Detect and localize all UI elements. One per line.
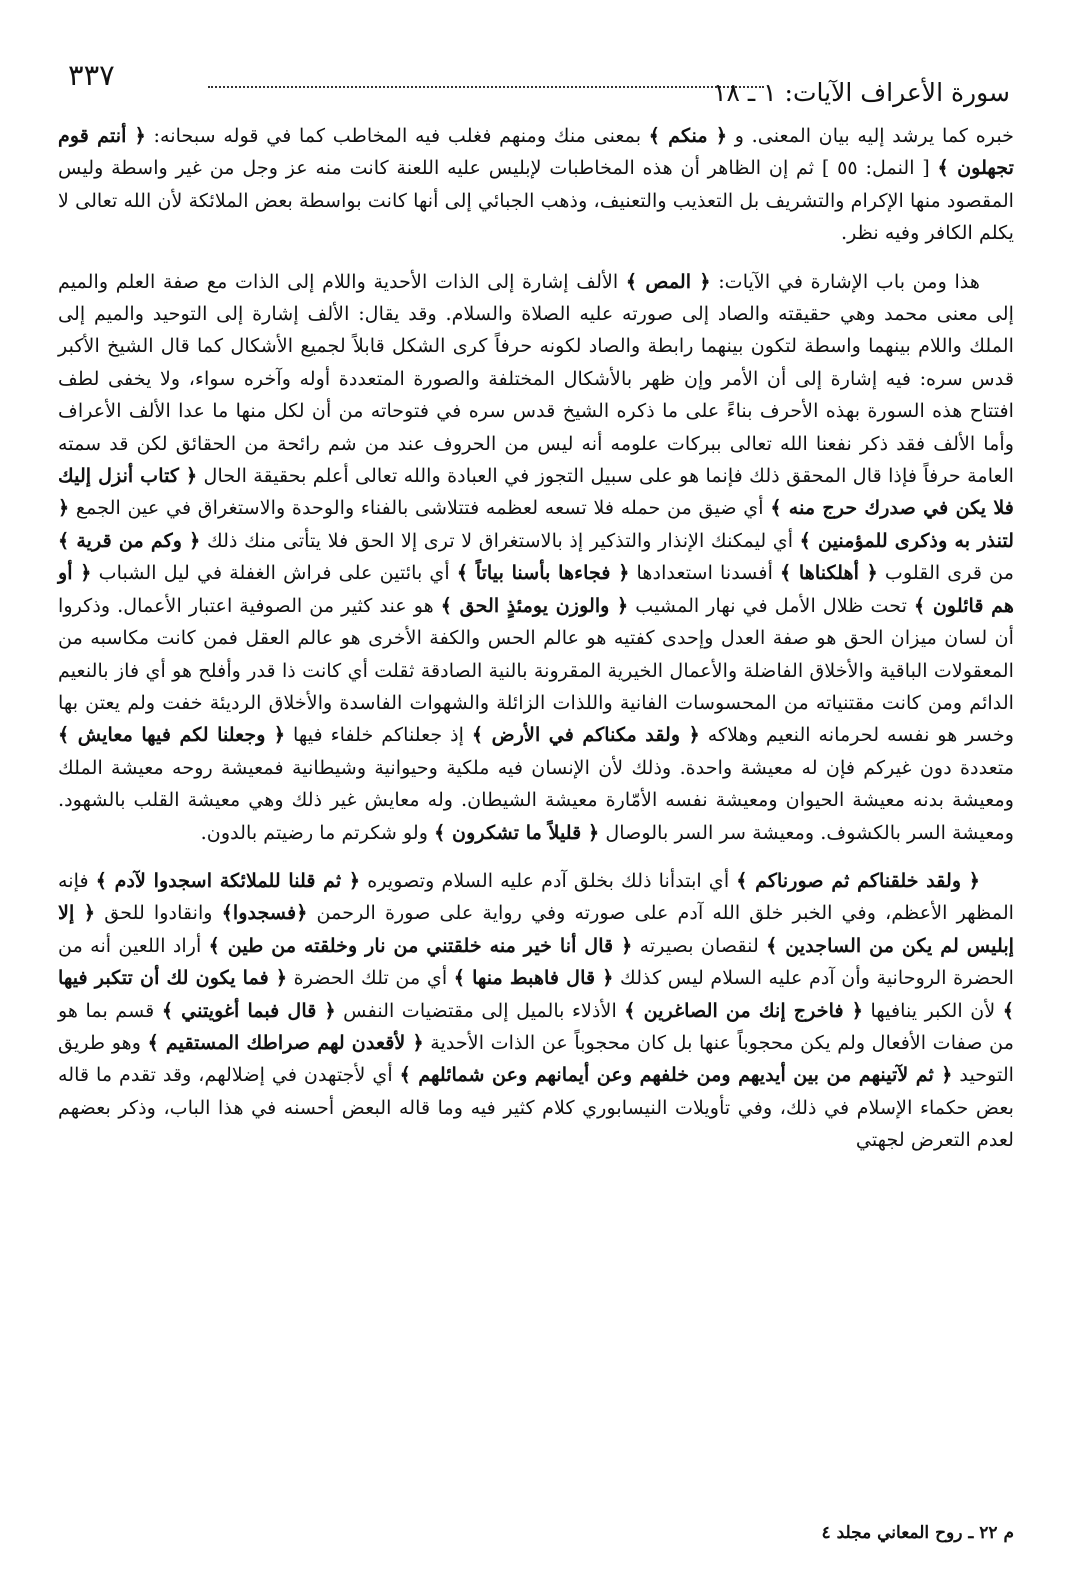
quran-quote: ﴿ إلا إبليس لم يكن من الساجدين ﴾ (58, 901, 1014, 957)
quran-quote: ﴿ ولقد خلقناكم ثم صورناكم ﴾ (736, 868, 980, 892)
paragraph (58, 266, 1014, 849)
quran-quote: ﴿ أو هم قائلون ﴾ (58, 561, 1015, 617)
quran-quote: ﴿فسجدوا﴾ (221, 901, 308, 925)
text-run: لنقصان بصيرته (632, 933, 767, 957)
paragraph (58, 120, 1014, 250)
text-run: ولو شكرتم ما رضيتم بالدون. (200, 820, 435, 844)
text-run: وانقادوا للحق (95, 901, 222, 925)
text-run: متعددة دون غيركم فإن له معيشة واحدة. وذلك لأن الإنسان فيه ملكية وحيوانية وشيطانية فمعيشة روحه معيشة الملك ومعيشة بدنه معيشة الحيوان ومعيشة نفسه الأمّارة معيشة الشيطان. وله معايش غير ذلك وهي معيشة القلب بالشهود. ومعيشة السر بالكشوف. ومعيشة سر السر بالوصال (58, 755, 1014, 844)
quran-quote: ﴿ كتاب أنزل إليك فلا يكن في صدرك حرج منه ﴾ (58, 464, 1014, 520)
quran-quote: ﴿ قال فاهبط منها ﴾ (453, 966, 614, 990)
quran-quote: ﴿ منكم ﴾ (648, 124, 728, 147)
text-run: أي ابتدأنا ذلك بخلق آدم عليه السلام وتصويره (360, 868, 737, 892)
text-run: لأن الكبر ينافيها (862, 998, 1003, 1022)
text-run: أراد اللعين أنه من الحضرة الروحانية وأن آدم عليه السلام ليس كذلك (58, 933, 1014, 990)
page-footer-signature: م ٢٢ ـ روح المعاني مجلد ٤ (821, 1523, 1014, 1543)
text-run: تحت ظلال الأمل في نهار المشيب (628, 593, 915, 617)
quran-quote: ﴿ فجاءها بأسنا بياتاً ﴾ (456, 561, 630, 585)
text-run: هذا ومن باب الإشارة في الآيات: (710, 269, 980, 293)
paragraph (58, 865, 1014, 1157)
quran-quote: ﴿ قال فبما أغويتني ﴾ (161, 998, 336, 1022)
quran-quote: ﴿ لتنذر به وذكرى للمؤمنين ﴾ (58, 496, 1014, 552)
quran-quote: ﴿ فاخرج إنك من الصاغرين ﴾ (624, 998, 863, 1022)
text-run: بمعنى منك ومنهم فغلب فيه المخاطب كما في قوله سبحانه: (145, 124, 649, 147)
page-body (58, 120, 1014, 1157)
quran-quote: ﴿ فما يكون لك أن تتكبر فيها ﴾ (58, 966, 1014, 1022)
text-run: هو عند كثير من الصوفية اعتبار الأعمال. وذكروا أن لسان ميزان الحق هو صفة العدل وإحدى كفتيه هو عالم الحس والكفة الأخرى هو عالم العقل فمن كانت مكاسبه من المعقولات الباقية والأخلاق الفاضلة والأعمال الخيرية المقرونة بالنية الصادقة ثقلت أي كانت ذا قدر وأفلح هو أي فاز بالنعيم الدائم ومن كانت مقتنياته من المحسوسات الفانية واللذات الزائلة والشهوات الفاسدة والأخلاق الرديئة خفت ولم يعتن بها وخسر هو نفسه لحرمانه النعيم وهلاكه (58, 593, 1015, 747)
quran-quote: ﴿ ثم قلنا للملائكة اسجدوا لآدم ﴾ (95, 868, 361, 892)
text-run: أفسدنا استعدادها (629, 561, 780, 585)
text-run: الأذلاء بالميل إلى مقتضيات النفس (335, 998, 625, 1022)
quran-quote: ﴿ لأقعدن لهم صراطك المستقيم ﴾ (147, 1030, 424, 1054)
text-run: أي لأجتهدن في إضلالهم، وقد تقدم ما قاله بعض حكماء الإسلام في ذلك، وفي تأويلات النيسابوري كلام كثير فيه وما قاله البعض أحسنه في هذا الباب، وذكر بعضهم لعدم التعرض لجهتي (58, 1063, 1014, 1152)
text-run: وهو طريق التوحيد (58, 1030, 1014, 1087)
quran-quote: ﴿ وجعلنا لكم فيها معايش ﴾ (58, 723, 286, 747)
text-run: أي ليمكنك الإنذار والتذكير إذ بالاستغراق لا ترى إلا الحق فلا يتأتى منك ذلك (200, 528, 800, 552)
quran-quote: ﴿ وكم من قرية ﴾ (58, 528, 201, 552)
header-leader-dots (208, 86, 764, 88)
quran-quote: ﴿ قليلاً ما تشكرون ﴾ (434, 820, 600, 844)
quran-quote: ﴿ ثم لآتينهم من بين أيديهم ومن خلفهم وعن أيمانهم وعن شمائلهم ﴾ (399, 1063, 953, 1087)
text-run: [ النمل: ٥٥ ] ثم إن الظاهر أن هذه المخاطبات لإبليس عليه اللعنة كانت منه عز وجل من غير واسطة وليس المقصود منها الإكرام والتشريف بل التعذيب والتعنيف، وذهب الجبائي إلى أنها كانت بواسطة بعض الملائكة لأن الله تعالى لا يكلم الكافر وفيه نظر. (58, 156, 1014, 245)
quran-quote: ﴿ أهلكناها ﴾ (780, 561, 878, 585)
quran-quote: ﴿ والوزن يومئذٍ الحق ﴾ (440, 593, 629, 617)
quran-quote: ﴿ أنتم قوم تجهلون ﴾ (58, 124, 1015, 180)
quran-quote: ﴿ قال أنا خير منه خلقتني من نار وخلقته من طين ﴾ (208, 933, 633, 957)
text-run: أي بائتين على فراش الغفلة في ليل الشباب (91, 561, 457, 585)
quran-quote: ﴿ ولقد مكناكم في الأرض ﴾ (471, 723, 700, 747)
text-run: أي ضيق من حمله فلا تسعه لعظمه فتتلاشى بالفناء والوحدة والاستغراق في عين الجمع (69, 496, 771, 520)
page-number: ٣٣٧ (68, 58, 115, 92)
running-title: سورة الأعراف الآيات: ١ ـ ١٨ (713, 78, 1010, 107)
quran-quote: ﴿ المص ﴾ (625, 269, 711, 293)
text-run: فإنه المظهر الأعظم، وفي الخبر خلق الله آدم على صورته وفي رواية على صورة الرحمن (58, 868, 1015, 925)
text-run: الألف إشارة إلى الذات الأحدية واللام إلى الذات مع صفة العلم والميم إلى معنى محمد وهي حقيقته والصاد إلى صورته عليه الصلاة والسلام. وقد يقال: الألف إشارة إلى التوحيد والميم إلى الملك واللام بينهما واسطة لتكون بينهما رابطة والصاد لكونه حرفاً كرى الشكل قابلاً لجميع الأشكال كما قال الشيخ الأكبر قدس سره: فيه إشارة إلى أن الأمر وإن ظهر بالأشكال المختلفة والصورة المتعددة أوله وآخره سواء، ولا يخفى لطف افتتاح هذه السورة بهذه الأحرف بناءً على ما ذكره الشيخ قدس سره في فتوحاته من أن لكل منها ما عدا الألف الأعراف وأما الألف فقد ذكر نفعنا الله تعالى ببركات علومه أنه ليس من الحروف عند من شم رائحة من الحقائق لكن قد سمته العامة حرفاً فإذا قال المحقق ذلك فإنما هو على سبيل التجوز في العبادة والله تعالى أعلم بحقيقة الحال (58, 269, 1014, 488)
text-run: إذ جعلناكم خلفاء فيها (285, 723, 472, 747)
page-header (58, 58, 1014, 120)
text-run: من قرى القلوب (877, 561, 1014, 585)
text-run: أي من تلك الحضرة (287, 966, 454, 990)
text-run: قسم بما هو من صفات الأفعال ولم يكن محجوباً عنها بل كان محجوباً عن الذات الأحدية (58, 998, 1014, 1054)
text-run: خبره كما يرشد إليه بيان المعنى. و (727, 124, 1014, 147)
